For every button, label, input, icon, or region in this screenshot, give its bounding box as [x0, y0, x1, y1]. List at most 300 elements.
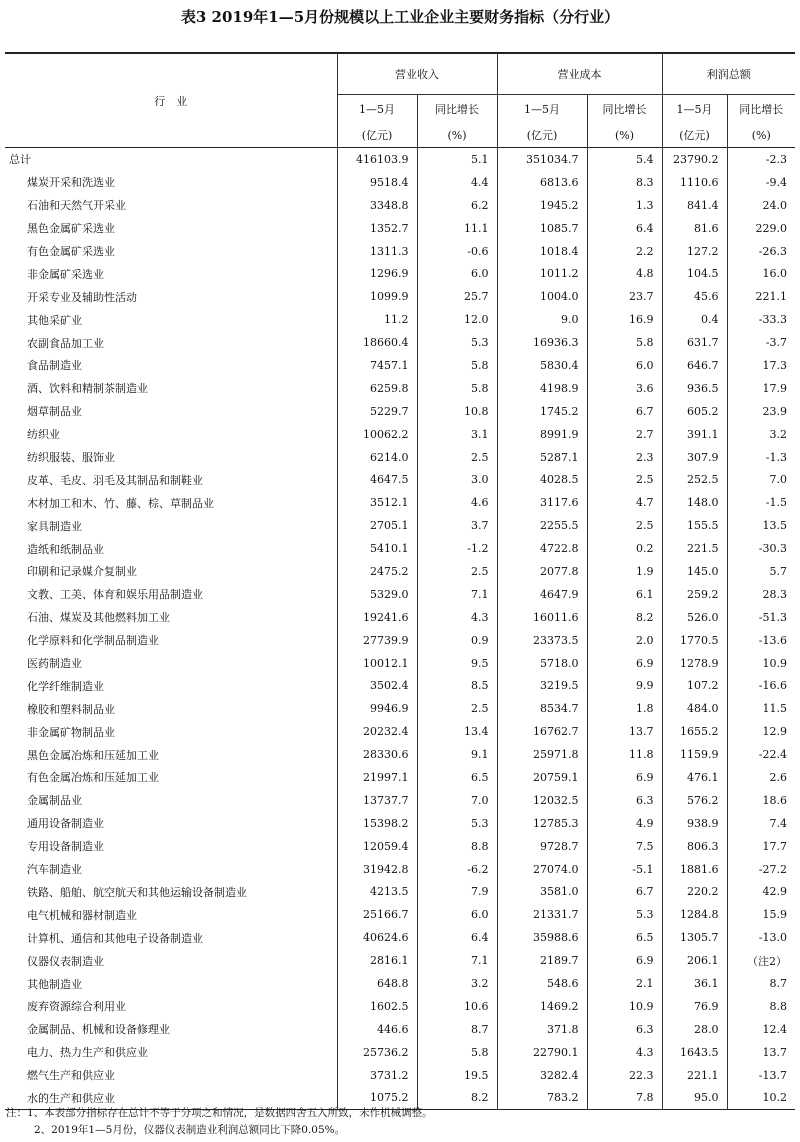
- cost-cell: 22790.1: [497, 1041, 587, 1064]
- revenue-growth-cell: 8.5: [417, 674, 497, 697]
- profit-growth-cell: -1.5: [727, 491, 795, 514]
- revenue-growth-cell: 2.5: [417, 697, 497, 720]
- cost-cell: 5718.0: [497, 652, 587, 675]
- revenue-cell: 3502.4: [337, 674, 417, 697]
- revenue-unit: (亿元): [337, 123, 417, 148]
- cost-cell: 23373.5: [497, 629, 587, 652]
- cost-cell: 351034.7: [497, 148, 587, 171]
- profit-cell: 206.1: [662, 949, 727, 972]
- revenue-cell: 4213.5: [337, 881, 417, 904]
- profit-cell: 23790.2: [662, 148, 727, 171]
- cost-cell: 2255.5: [497, 514, 587, 537]
- table-row: [5, 491, 795, 514]
- profit-growth-cell: 11.5: [727, 697, 795, 720]
- profit-growth-cell: -27.2: [727, 858, 795, 881]
- cost-cell: 8534.7: [497, 697, 587, 720]
- cost-growth-cell: 13.7: [587, 720, 662, 743]
- industry-cell: 开采专业及辅助性活动: [27, 290, 137, 304]
- revenue-cell: 2475.2: [337, 560, 417, 583]
- industry-cell: 专用设备制造业: [27, 840, 104, 854]
- revenue-cell: 416103.9: [337, 148, 417, 171]
- industry-cell: 废弃资源综合利用业: [27, 1000, 126, 1014]
- profit-growth-cell: -9.4: [727, 171, 795, 194]
- profit-growth-header: 同比增长: [727, 95, 795, 124]
- revenue-growth-cell: 5.1: [417, 148, 497, 171]
- industry-cell: 皮革、毛皮、羽毛及其制品和制鞋业: [27, 473, 203, 487]
- industry-cell: 烟草制品业: [27, 405, 82, 419]
- cost-growth-cell: -5.1: [587, 858, 662, 881]
- cost-growth-cell: 6.3: [587, 1018, 662, 1041]
- profit-cell: 806.3: [662, 835, 727, 858]
- cost-cell: 1469.2: [497, 995, 587, 1018]
- cost-cell: 1945.2: [497, 194, 587, 217]
- industry-cell: 木材加工和木、竹、藤、棕、草制品业: [27, 496, 214, 510]
- revenue-growth-cell: 3.2: [417, 972, 497, 995]
- table-row: [5, 606, 795, 629]
- profit-cell: 476.1: [662, 766, 727, 789]
- industry-cell: 非金属矿物制品业: [27, 725, 115, 739]
- revenue-growth-cell: 6.2: [417, 194, 497, 217]
- revenue-cell: 3512.1: [337, 491, 417, 514]
- industry-cell: 文教、工美、体育和娱乐用品制造业: [27, 588, 203, 602]
- profit-cell: 1110.6: [662, 171, 727, 194]
- table-row: [5, 1018, 795, 1041]
- cost-cell: 16762.7: [497, 720, 587, 743]
- industry-cell: 铁路、船舶、航空航天和其他运输设备制造业: [27, 885, 247, 899]
- table-row: [5, 285, 795, 308]
- profit-growth-cell: 23.9: [727, 400, 795, 423]
- revenue-growth-cell: 9.1: [417, 743, 497, 766]
- profit-cell: 45.6: [662, 285, 727, 308]
- cost-cell: 12032.5: [497, 789, 587, 812]
- cost-growth-cell: 6.5: [587, 926, 662, 949]
- table-row: [5, 194, 795, 217]
- revenue-growth-cell: -0.6: [417, 240, 497, 263]
- industry-cell: 金属制品、机械和设备修理业: [27, 1023, 170, 1037]
- profit-growth-cell: 12.9: [727, 720, 795, 743]
- cost-cell: 3117.6: [497, 491, 587, 514]
- revenue-growth-cell: 10.8: [417, 400, 497, 423]
- table-row: [5, 812, 795, 835]
- revenue-growth-cell: 12.0: [417, 308, 497, 331]
- profit-cell: 221.5: [662, 537, 727, 560]
- profit-cell: 841.4: [662, 194, 727, 217]
- cost-cell: 20759.1: [497, 766, 587, 789]
- revenue-growth-cell: 19.5: [417, 1064, 497, 1087]
- cost-cell: 4647.9: [497, 583, 587, 606]
- revenue-growth-cell: 6.0: [417, 262, 497, 285]
- industry-cell: 纺织业: [27, 428, 60, 442]
- cost-growth-cell: 8.3: [587, 171, 662, 194]
- profit-cell: 938.9: [662, 812, 727, 835]
- cost-growth-cell: 9.9: [587, 674, 662, 697]
- profit-cell: 484.0: [662, 697, 727, 720]
- cost-growth-cell: 2.7: [587, 423, 662, 446]
- cost-cell: 16011.6: [497, 606, 587, 629]
- industry-cell: 其他采矿业: [27, 313, 82, 327]
- industry-cell: 化学原料和化学制品制造业: [27, 634, 159, 648]
- table-row: [5, 858, 795, 881]
- profit-growth-cell: -51.3: [727, 606, 795, 629]
- cost-growth-cell: 6.3: [587, 789, 662, 812]
- revenue-cell: 11.2: [337, 308, 417, 331]
- footnote-2: 2、2019年1—5月份，仪器仪表制造业利润总额同比下降0.05%。: [34, 1124, 346, 1136]
- cost-growth-cell: 4.9: [587, 812, 662, 835]
- industry-cell: 造纸和纸制品业: [27, 542, 104, 556]
- profit-growth-cell: （注2）: [727, 949, 795, 972]
- profit-growth-cell: 12.4: [727, 1018, 795, 1041]
- cost-growth-cell: 1.9: [587, 560, 662, 583]
- revenue-period-header: 1—5月: [337, 95, 417, 124]
- profit-cell: 259.2: [662, 583, 727, 606]
- cost-growth-cell: 16.9: [587, 308, 662, 331]
- revenue-cell: 7457.1: [337, 354, 417, 377]
- revenue-cell: 25736.2: [337, 1041, 417, 1064]
- industry-cell: 石油、煤炭及其他燃料加工业: [27, 611, 170, 625]
- revenue-growth-cell: -6.2: [417, 858, 497, 881]
- profit-growth-cell: 8.8: [727, 995, 795, 1018]
- cost-cell: 371.8: [497, 1018, 587, 1041]
- cost-growth-cell: 4.8: [587, 262, 662, 285]
- profit-growth-cell: 7.4: [727, 812, 795, 835]
- profit-growth-cell: -1.3: [727, 446, 795, 469]
- revenue-cell: 15398.2: [337, 812, 417, 835]
- cost-cell: 9.0: [497, 308, 587, 331]
- revenue-cell: 10062.2: [337, 423, 417, 446]
- cost-cell: 1004.0: [497, 285, 587, 308]
- cost-growth-cell: 7.8: [587, 1087, 662, 1110]
- profit-cell: 148.0: [662, 491, 727, 514]
- revenue-cell: 13737.7: [337, 789, 417, 812]
- cost-growth-cell: 10.9: [587, 995, 662, 1018]
- table-row: [5, 217, 795, 240]
- industry-cell: 其他制造业: [27, 977, 82, 991]
- cost-cell: 1085.7: [497, 217, 587, 240]
- profit-growth-cell: -16.6: [727, 674, 795, 697]
- industry-cell: 家具制造业: [27, 519, 82, 533]
- cost-growth-cell: 5.4: [587, 148, 662, 171]
- revenue-growth-cell: 3.0: [417, 468, 497, 491]
- table-row: [5, 1064, 795, 1087]
- profit-cell: 1159.9: [662, 743, 727, 766]
- profit-period-header: 1—5月: [662, 95, 727, 124]
- cost-growth-cell: 6.7: [587, 881, 662, 904]
- cost-growth-cell: 11.8: [587, 743, 662, 766]
- revenue-growth-cell: 0.9: [417, 629, 497, 652]
- table-row: [5, 835, 795, 858]
- revenue-cell: 9946.9: [337, 697, 417, 720]
- cost-growth-cell: 0.2: [587, 537, 662, 560]
- profit-growth-cell: 229.0: [727, 217, 795, 240]
- table-row: [5, 949, 795, 972]
- profit-cell: 155.5: [662, 514, 727, 537]
- revenue-cell: 5329.0: [337, 583, 417, 606]
- industry-cell: 仪器仪表制造业: [27, 954, 104, 968]
- profit-cell: 1655.2: [662, 720, 727, 743]
- industry-cell: 医药制造业: [27, 657, 82, 671]
- profit-growth-cell: -26.3: [727, 240, 795, 263]
- cost-growth-cell: 6.1: [587, 583, 662, 606]
- cost-cell: 3581.0: [497, 881, 587, 904]
- table-row: [5, 697, 795, 720]
- table-row: [5, 240, 795, 263]
- revenue-cell: 2816.1: [337, 949, 417, 972]
- cost-growth-cell: 6.9: [587, 652, 662, 675]
- revenue-cell: 4647.5: [337, 468, 417, 491]
- industry-cell: 汽车制造业: [27, 863, 82, 877]
- cost-cell: 5830.4: [497, 354, 587, 377]
- cost-cell: 9728.7: [497, 835, 587, 858]
- cost-cell: 16936.3: [497, 331, 587, 354]
- revenue-growth-cell: 8.7: [417, 1018, 497, 1041]
- profit-growth-cell: 28.3: [727, 583, 795, 606]
- revenue-cell: 6259.8: [337, 377, 417, 400]
- table-body: [5, 148, 795, 1110]
- cost-growth-cell: 1.8: [587, 697, 662, 720]
- cost-growth-cell: 3.6: [587, 377, 662, 400]
- profit-cell: 221.1: [662, 1064, 727, 1087]
- profit-cell: 1278.9: [662, 652, 727, 675]
- revenue-cell: 40624.6: [337, 926, 417, 949]
- table-row: [5, 583, 795, 606]
- profit-cell: 252.5: [662, 468, 727, 491]
- revenue-cell: 10012.1: [337, 652, 417, 675]
- cost-growth-cell: 6.0: [587, 354, 662, 377]
- cost-growth-cell: 2.3: [587, 446, 662, 469]
- profit-cell: 107.2: [662, 674, 727, 697]
- profit-growth-cell: 17.7: [727, 835, 795, 858]
- revenue-growth-cell: 3.1: [417, 423, 497, 446]
- revenue-growth-cell: 7.0: [417, 789, 497, 812]
- revenue-growth-cell: 8.2: [417, 1087, 497, 1110]
- financial-indicators-table: [5, 52, 795, 1110]
- table-row: [5, 377, 795, 400]
- profit-cell: 391.1: [662, 423, 727, 446]
- industry-cell: 黑色金属冶炼和压延加工业: [27, 748, 159, 762]
- cost-cell: 3219.5: [497, 674, 587, 697]
- table-row: [5, 995, 795, 1018]
- cost-growth-cell: 1.3: [587, 194, 662, 217]
- profit-growth-cell: 15.9: [727, 903, 795, 926]
- cost-cell: 35988.6: [497, 926, 587, 949]
- table-row: [5, 560, 795, 583]
- cost-growth-cell: 6.9: [587, 766, 662, 789]
- industry-cell: 电力、热力生产和供应业: [27, 1046, 148, 1060]
- profit-growth-cell: -13.7: [727, 1064, 795, 1087]
- table-row: [5, 171, 795, 194]
- cost-growth-cell: 22.3: [587, 1064, 662, 1087]
- industry-cell: 有色金属矿采选业: [27, 245, 115, 258]
- revenue-cell: 5410.1: [337, 537, 417, 560]
- profit-cell: 1881.6: [662, 858, 727, 881]
- cost-growth-cell: 4.3: [587, 1041, 662, 1064]
- revenue-pct-unit: (%): [417, 123, 497, 148]
- table-row: [5, 262, 795, 285]
- table-row: [5, 354, 795, 377]
- revenue-growth-cell: 10.6: [417, 995, 497, 1018]
- revenue-cell: 12059.4: [337, 835, 417, 858]
- revenue-growth-cell: 5.8: [417, 377, 497, 400]
- revenue-cell: 18660.4: [337, 331, 417, 354]
- cost-cell: 1011.2: [497, 262, 587, 285]
- cost-cell: 8991.9: [497, 423, 587, 446]
- cost-growth-cell: 4.7: [587, 491, 662, 514]
- profit-growth-cell: 24.0: [727, 194, 795, 217]
- cost-growth-cell: 2.1: [587, 972, 662, 995]
- revenue-growth-cell: 9.5: [417, 652, 497, 675]
- profit-cell: 576.2: [662, 789, 727, 812]
- cost-cell: 25971.8: [497, 743, 587, 766]
- revenue-growth-cell: 6.0: [417, 903, 497, 926]
- profit-growth-cell: 17.9: [727, 377, 795, 400]
- industry-cell: 水的生产和供应业: [27, 1091, 115, 1105]
- revenue-cell: 1311.3: [337, 240, 417, 263]
- cost-growth-cell: 2.5: [587, 514, 662, 537]
- revenue-cell: 20232.4: [337, 720, 417, 743]
- cost-cell: 4028.5: [497, 468, 587, 491]
- cost-header: 营业成本: [497, 53, 662, 95]
- cost-growth-cell: 5.8: [587, 331, 662, 354]
- table-row: [5, 331, 795, 354]
- profit-header: 利润总额: [662, 53, 795, 95]
- revenue-growth-cell: 25.7: [417, 285, 497, 308]
- profit-cell: 0.4: [662, 308, 727, 331]
- industry-cell: 酒、饮料和精制茶制造业: [27, 382, 148, 396]
- profit-cell: 936.5: [662, 377, 727, 400]
- profit-cell: 145.0: [662, 560, 727, 583]
- cost-period-header: 1—5月: [497, 95, 587, 124]
- table-row: [5, 308, 795, 331]
- profit-growth-cell: -2.3: [727, 148, 795, 171]
- profit-cell: 526.0: [662, 606, 727, 629]
- cost-cell: 5287.1: [497, 446, 587, 469]
- cost-growth-cell: 6.4: [587, 217, 662, 240]
- table-row: [5, 148, 795, 171]
- profit-growth-cell: 7.0: [727, 468, 795, 491]
- profit-cell: 104.5: [662, 262, 727, 285]
- revenue-header: 营业收入: [337, 53, 497, 95]
- revenue-cell: 19241.6: [337, 606, 417, 629]
- industry-cell: 橡胶和塑料制品业: [27, 702, 115, 716]
- table-row: [5, 903, 795, 926]
- profit-growth-cell: 16.0: [727, 262, 795, 285]
- profit-cell: 127.2: [662, 240, 727, 263]
- table-row: [5, 743, 795, 766]
- profit-growth-cell: -3.7: [727, 331, 795, 354]
- revenue-growth-cell: 7.1: [417, 583, 497, 606]
- cost-cell: 3282.4: [497, 1064, 587, 1087]
- revenue-growth-cell: 5.8: [417, 354, 497, 377]
- profit-growth-cell: 10.9: [727, 652, 795, 675]
- cost-cell: 4198.9: [497, 377, 587, 400]
- profit-growth-cell: 18.6: [727, 789, 795, 812]
- profit-growth-cell: -33.3: [727, 308, 795, 331]
- industry-cell: 有色金属冶炼和压延加工业: [27, 771, 159, 785]
- profit-growth-cell: 42.9: [727, 881, 795, 904]
- profit-cell: 646.7: [662, 354, 727, 377]
- table-row: [5, 789, 795, 812]
- profit-growth-cell: 8.7: [727, 972, 795, 995]
- table-row: [5, 926, 795, 949]
- cost-cell: 21331.7: [497, 903, 587, 926]
- profit-unit: (亿元): [662, 123, 727, 148]
- cost-growth-header: 同比增长: [587, 95, 662, 124]
- industry-cell: 食品制造业: [27, 359, 82, 373]
- profit-growth-cell: -13.0: [727, 926, 795, 949]
- revenue-growth-cell: 2.5: [417, 560, 497, 583]
- cost-unit: (亿元): [497, 123, 587, 148]
- revenue-cell: 1352.7: [337, 217, 417, 240]
- industry-cell: 通用设备制造业: [27, 817, 104, 831]
- profit-growth-cell: 2.6: [727, 766, 795, 789]
- revenue-growth-cell: 5.3: [417, 331, 497, 354]
- revenue-growth-header: 同比增长: [417, 95, 497, 124]
- revenue-cell: 27739.9: [337, 629, 417, 652]
- footnote-1: 注：1、本表部分指标存在总计不等于分项之和情况，是数据四舍五入所致，未作机械调整。: [6, 1107, 433, 1119]
- revenue-growth-cell: -1.2: [417, 537, 497, 560]
- revenue-cell: 1296.9: [337, 262, 417, 285]
- profit-cell: 81.6: [662, 217, 727, 240]
- profit-growth-cell: 17.3: [727, 354, 795, 377]
- table-row: [5, 468, 795, 491]
- profit-cell: 220.2: [662, 881, 727, 904]
- revenue-cell: 3731.2: [337, 1064, 417, 1087]
- revenue-growth-cell: 4.4: [417, 171, 497, 194]
- profit-cell: 95.0: [662, 1087, 727, 1110]
- revenue-growth-cell: 6.4: [417, 926, 497, 949]
- profit-growth-cell: 10.2: [727, 1087, 795, 1110]
- cost-growth-cell: 8.2: [587, 606, 662, 629]
- revenue-cell: 648.8: [337, 972, 417, 995]
- table-row: [5, 629, 795, 652]
- profit-growth-cell: 13.5: [727, 514, 795, 537]
- revenue-cell: 28330.6: [337, 743, 417, 766]
- table-row: [5, 881, 795, 904]
- revenue-cell: 6214.0: [337, 446, 417, 469]
- cost-growth-cell: 6.7: [587, 400, 662, 423]
- revenue-cell: 1099.9: [337, 285, 417, 308]
- profit-growth-cell: -13.6: [727, 629, 795, 652]
- revenue-growth-cell: 7.1: [417, 949, 497, 972]
- cost-cell: 548.6: [497, 972, 587, 995]
- profit-growth-cell: -22.4: [727, 743, 795, 766]
- profit-cell: 76.9: [662, 995, 727, 1018]
- profit-cell: 1643.5: [662, 1041, 727, 1064]
- industry-cell: 金属制品业: [27, 794, 82, 808]
- industry-cell: 印刷和记录媒介复制业: [27, 565, 137, 579]
- table-row: [5, 514, 795, 537]
- table-row: [5, 1041, 795, 1064]
- industry-cell: 非金属矿采选业: [27, 267, 104, 281]
- industry-cell: 纺织服装、服饰业: [27, 451, 115, 465]
- profit-growth-cell: 5.7: [727, 560, 795, 583]
- revenue-cell: 1602.5: [337, 995, 417, 1018]
- table-row: [5, 652, 795, 675]
- revenue-cell: 9518.4: [337, 171, 417, 194]
- revenue-cell: 21997.1: [337, 766, 417, 789]
- profit-cell: 307.9: [662, 446, 727, 469]
- cost-growth-cell: 2.5: [587, 468, 662, 491]
- cost-cell: 27074.0: [497, 858, 587, 881]
- cost-cell: 783.2: [497, 1087, 587, 1110]
- revenue-cell: 446.6: [337, 1018, 417, 1041]
- revenue-cell: 3348.8: [337, 194, 417, 217]
- profit-growth-cell: 221.1: [727, 285, 795, 308]
- revenue-growth-cell: 8.8: [417, 835, 497, 858]
- profit-cell: 28.0: [662, 1018, 727, 1041]
- revenue-growth-cell: 2.5: [417, 446, 497, 469]
- profit-growth-cell: -30.3: [727, 537, 795, 560]
